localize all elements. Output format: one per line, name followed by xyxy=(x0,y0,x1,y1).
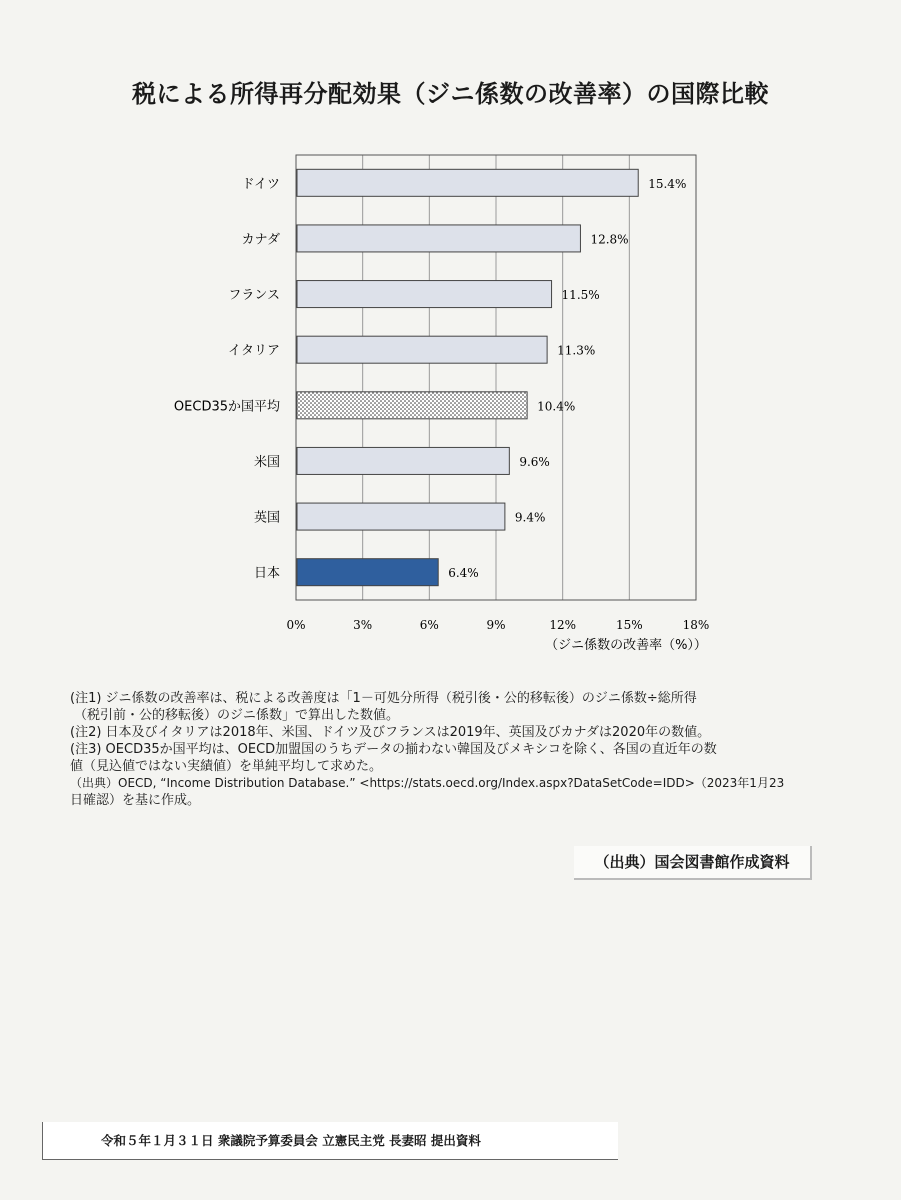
note-line: (注1) ジニ係数の改善率は、税による改善度は「1－可処分所得（税引後・公的移転後）のジニ係数÷総所得 xyxy=(70,691,697,706)
notes-block xyxy=(70,690,810,809)
bar xyxy=(297,169,638,196)
bar xyxy=(297,392,527,419)
category-label: OECD35か国平均 xyxy=(173,399,280,415)
note-line: （出典）OECD, “Income Distribution Database.” <https://stats.oecd.org/Index.aspx?DataSetCode=IDD>（2023年1月23 xyxy=(70,776,785,790)
bar xyxy=(297,503,505,530)
x-tick-label: 12% xyxy=(549,618,577,632)
note-line: (注2) 日本及びイタリアは2018年、米国、ドイツ及びフランスは2019年、英国及びカナダは2020年の数値。 xyxy=(70,725,711,740)
value-label: 6.4% xyxy=(448,566,479,581)
category-label: イタリア xyxy=(227,343,280,359)
value-label: 9.4% xyxy=(514,510,546,525)
bar xyxy=(297,281,552,308)
x-axis-title: （ジニ係数の改善率（%）） xyxy=(545,638,707,653)
page-title: 税による所得再分配効果（ジニ係数の改善率）の国際比較 xyxy=(132,80,769,108)
bar xyxy=(297,225,580,252)
value-label: 9.6% xyxy=(519,454,550,469)
bar xyxy=(297,559,438,586)
note-line: 日確認）を基に作成。 xyxy=(70,793,201,808)
category-label: フランス xyxy=(228,288,280,304)
category-label: カナダ xyxy=(241,232,280,248)
x-tick-label: 0% xyxy=(286,618,306,632)
x-tick-label: 3% xyxy=(353,618,373,632)
source-label: （出典）国会図書館作成資料 xyxy=(574,846,812,880)
note-line: 値（見込値ではない実績値）を単純平均して求めた。 xyxy=(70,759,383,774)
value-label: 11.5% xyxy=(561,288,600,303)
category-label: 日本 xyxy=(253,566,280,582)
x-tick-label: 15% xyxy=(615,618,643,632)
value-label: 15.4% xyxy=(648,176,687,191)
category-label: 英国 xyxy=(253,510,280,526)
category-label: ドイツ xyxy=(241,176,280,192)
note-line: (注3) OECD35か国平均は、OECD加盟国のうちデータの揃わない韓国及びメキシコを除く、各国の直近年の数 xyxy=(70,742,717,757)
bar xyxy=(297,447,509,474)
x-tick-label: 18% xyxy=(682,618,710,632)
x-tick-label: 9% xyxy=(486,618,506,632)
value-label: 10.4% xyxy=(537,399,576,414)
value-label: 11.3% xyxy=(557,343,596,358)
bar xyxy=(297,336,547,363)
value-label: 12.8% xyxy=(590,232,629,247)
category-label: 米国 xyxy=(253,454,280,470)
note-line: （税引前・公的移転後）のジニ係数」で算出した数値。 xyxy=(74,708,400,723)
footer-submission-note: 令和５年１月３１日 衆議院予算委員会 立憲民主党 長妻昭 提出資料 xyxy=(42,1122,618,1160)
x-tick-label: 6% xyxy=(419,618,439,632)
